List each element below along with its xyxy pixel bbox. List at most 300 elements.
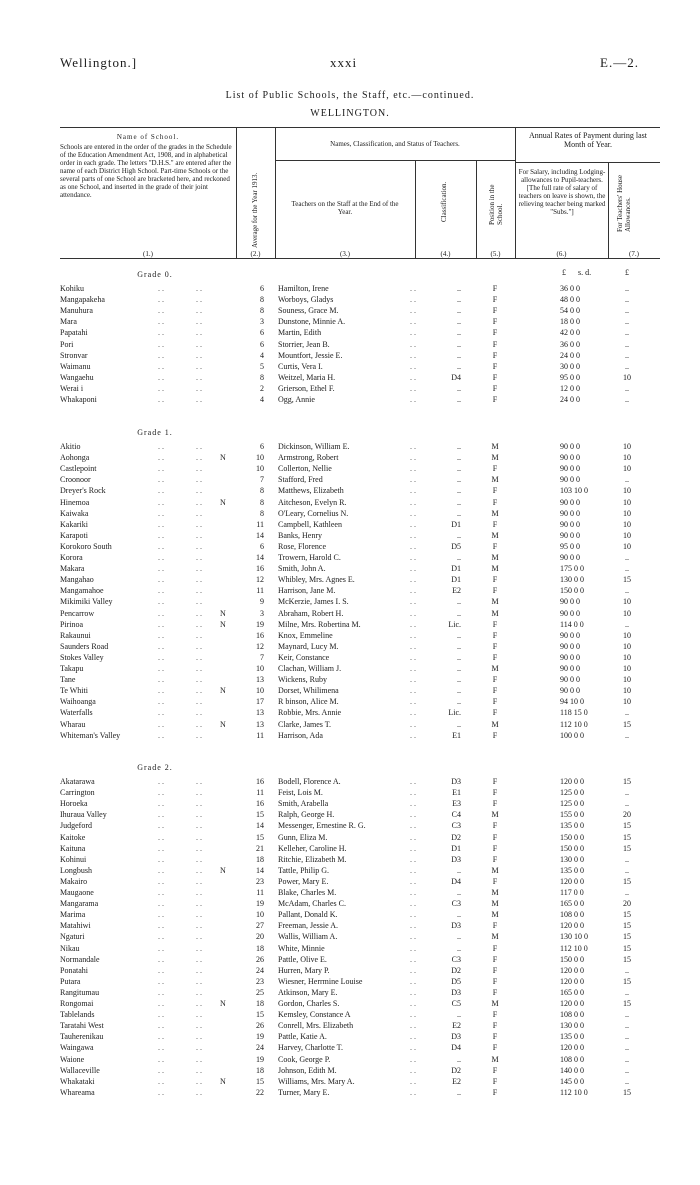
leader-dots: . .	[196, 788, 202, 798]
cell-pos: F	[492, 708, 498, 718]
leader-dots: . .	[196, 999, 202, 1008]
cell-school: Mara	[60, 317, 77, 327]
leader-dots: . .	[158, 876, 164, 886]
leader-dots: . .	[410, 564, 416, 574]
cell-avg: 4	[260, 395, 264, 404]
cell-avg: 12	[256, 641, 264, 651]
cell-pos: F	[492, 497, 498, 507]
cell-teacher: Hurren, Mary P.	[278, 965, 330, 975]
leader-dots: . .	[196, 1032, 202, 1042]
cell-pos: F	[492, 519, 498, 529]
cell-school: Kaitoke	[60, 832, 86, 842]
cell-cls: ..	[457, 1087, 461, 1097]
cell-allow: 10	[623, 641, 631, 651]
cell-allow: ..	[625, 1054, 629, 1064]
cell-allow: 10	[623, 664, 631, 673]
table-row	[0, 294, 700, 305]
cell-pos: M	[491, 719, 499, 729]
cell-dhs: N	[220, 497, 226, 507]
cell-allow: ..	[625, 865, 629, 875]
cell-allow: ..	[625, 284, 629, 293]
leader-dots: . .	[410, 630, 416, 640]
leader-dots: . .	[410, 854, 416, 864]
table-row	[0, 1020, 700, 1031]
cell-avg: 17	[256, 697, 264, 707]
cell-cls: ..	[457, 350, 461, 360]
cell-allow: 15	[623, 976, 631, 986]
leader-dots: . .	[158, 586, 164, 596]
cell-cls: ..	[457, 697, 461, 707]
shillings-pence-unit: s. d.	[578, 268, 592, 277]
leader-dots: . .	[196, 1054, 202, 1064]
cell-school: Tane	[60, 675, 76, 685]
cell-allow: 20	[623, 810, 631, 820]
cell-school: Whakataki	[60, 1076, 95, 1086]
cell-avg: 8	[260, 486, 264, 496]
cell-avg: 11	[256, 586, 264, 596]
leader-dots: . .	[158, 317, 164, 327]
cell-allow: 15	[623, 832, 631, 842]
cell-avg: 23	[256, 876, 264, 886]
cell-avg: 8	[260, 306, 264, 316]
cell-pos: F	[492, 921, 498, 931]
cell-school: Dreyer's Rock	[60, 486, 106, 496]
cell-pay: 130 0 0	[560, 575, 584, 585]
cell-allow: 10	[623, 464, 631, 474]
cell-cls: ..	[457, 361, 461, 371]
cell-pos: F	[492, 1021, 498, 1031]
table-row	[0, 685, 700, 696]
cell-school: Tablelands	[60, 1010, 95, 1020]
cell-pay: 30 0 0	[560, 361, 580, 371]
cell-pos: F	[492, 1076, 498, 1086]
cell-pay: 130 0 0	[560, 1021, 584, 1031]
leader-dots: . .	[410, 976, 416, 986]
leader-dots: . .	[196, 987, 202, 997]
table-row	[0, 608, 700, 619]
leader-dots: . .	[196, 943, 202, 953]
cell-dhs: N	[220, 999, 226, 1008]
leader-dots: . .	[196, 876, 202, 886]
leader-dots: . .	[196, 954, 202, 964]
table-row	[0, 1031, 700, 1042]
column-number-4: (4.)	[440, 250, 451, 258]
cell-avg: 26	[256, 954, 264, 964]
leader-dots: . .	[196, 708, 202, 718]
cell-avg: 13	[256, 719, 264, 729]
leader-dots: . .	[196, 475, 202, 485]
leader-dots: . .	[196, 453, 202, 463]
table-row	[0, 394, 700, 405]
table-row	[0, 316, 700, 327]
cell-allow: ..	[625, 708, 629, 718]
cell-allow: 10	[623, 519, 631, 529]
cell-avg: 10	[256, 910, 264, 920]
cell-teacher: Weitzel, Maria H.	[278, 372, 336, 382]
leader-dots: . .	[196, 608, 202, 618]
table-row	[0, 954, 700, 965]
table-row	[0, 361, 700, 372]
cell-teacher: Dickinson, William E.	[278, 442, 350, 451]
leader-dots: . .	[410, 541, 416, 551]
leader-dots: . .	[196, 442, 202, 451]
cell-teacher: Souness, Grace M.	[278, 306, 339, 316]
leader-dots: . .	[158, 865, 164, 875]
cell-pay: 165 0 0	[560, 899, 584, 909]
leader-dots: . .	[196, 519, 202, 529]
cell-avg: 19	[256, 1054, 264, 1064]
cell-teacher: Dunstone, Minnie A.	[278, 317, 346, 327]
cell-allow: ..	[625, 987, 629, 997]
cell-cls: E3	[452, 799, 461, 809]
cell-cls: ..	[457, 383, 461, 393]
cell-pos: F	[492, 843, 498, 853]
cell-pay: 90 0 0	[560, 442, 580, 451]
cell-allow: 15	[623, 932, 631, 942]
cell-school: Rakaunui	[60, 630, 91, 640]
cell-school: Pori	[60, 339, 74, 349]
leader-dots: . .	[158, 442, 164, 451]
cell-avg: 6	[260, 328, 264, 338]
cell-pos: M	[491, 475, 499, 485]
leader-dots: . .	[410, 508, 416, 518]
cell-pos: M	[491, 508, 499, 518]
cell-pay: 12 0 0	[560, 383, 580, 393]
cell-cls: ..	[457, 328, 461, 338]
table-row	[0, 920, 700, 931]
cell-cls: C3	[451, 954, 461, 964]
table-row	[0, 719, 700, 730]
leader-dots: . .	[410, 519, 416, 529]
school-column-note: Schools are entered in the order of the grades in the Schedule of the Education Amendment Act, 1908, and in alphabetical order in each grade. The letters "D.H.S." are entered after the name of each District High School. Part-time Schools or the several parts of one School are bracketed here, and reckoned as one School, and inserted in the grade of their joint attendance.	[60, 143, 232, 199]
cell-pay: 95 0 0	[560, 372, 580, 382]
cell-school: Papatahi	[60, 328, 88, 338]
cell-pos: F	[492, 395, 498, 404]
leader-dots: . .	[196, 508, 202, 518]
cell-school: Kaiwaka	[60, 508, 89, 518]
cell-pos: F	[492, 1065, 498, 1075]
leader-dots: . .	[158, 675, 164, 685]
cell-cls: ..	[457, 664, 461, 673]
leader-dots: . .	[158, 395, 164, 404]
column-number-7: (7.)	[629, 250, 639, 258]
leader-dots: . .	[158, 575, 164, 585]
table-row	[0, 965, 700, 976]
cell-cls: D1	[451, 575, 461, 585]
cell-avg: 20	[256, 932, 264, 942]
cell-pay: 94 10 0	[560, 697, 584, 707]
leader-dots: . .	[196, 361, 202, 371]
cell-pos: M	[491, 553, 499, 562]
cell-pos: F	[492, 541, 498, 551]
cell-pos: F	[492, 328, 498, 338]
cell-allow: 10	[623, 652, 631, 662]
cell-teacher: Curtis, Vera I.	[278, 361, 323, 371]
leader-dots: . .	[410, 843, 416, 853]
cell-teacher: R binson, Alice M.	[278, 697, 339, 707]
cell-allow: ..	[625, 888, 629, 897]
leader-dots: . .	[158, 697, 164, 707]
cell-school: Ihuraua Valley	[60, 810, 107, 820]
leader-dots: . .	[410, 350, 416, 360]
cell-avg: 14	[256, 865, 264, 875]
cell-cls: ..	[457, 339, 461, 349]
table-row	[0, 1054, 700, 1065]
running-header-left: Wellington.]	[60, 55, 138, 70]
cell-school: Saunders Road	[60, 641, 109, 651]
leader-dots: . .	[196, 910, 202, 920]
cell-pos: F	[492, 575, 498, 585]
leader-dots: . .	[410, 597, 416, 607]
leader-dots: . .	[158, 1065, 164, 1075]
pound-unit-allowance: £	[625, 268, 629, 277]
cell-pos: M	[491, 442, 499, 451]
cell-school: Carrington	[60, 788, 95, 798]
cell-allow: ..	[625, 564, 629, 574]
cell-teacher: Kemsley, Constance A	[278, 1010, 351, 1020]
leader-dots: . .	[158, 1076, 164, 1086]
cell-school: Stronvar	[60, 350, 88, 360]
cell-pos: M	[491, 664, 499, 673]
leader-dots: . .	[410, 284, 416, 293]
leader-dots: . .	[158, 464, 164, 474]
leader-dots: . .	[410, 865, 416, 875]
cell-cls: ..	[457, 295, 461, 305]
cell-pos: F	[492, 306, 498, 316]
cell-cls: D2	[451, 965, 461, 975]
cell-school: Wharau	[60, 719, 86, 729]
cell-cls: ..	[457, 630, 461, 640]
cell-teacher: Ralph, George H.	[278, 810, 335, 820]
cell-pos: F	[492, 777, 498, 786]
cell-pay: 108 0 0	[560, 910, 584, 920]
cell-school: Waterfalls	[60, 708, 93, 718]
leader-dots: . .	[158, 564, 164, 574]
cell-pos: F	[492, 832, 498, 842]
cell-school: Judgeford	[60, 821, 92, 831]
table-row	[0, 350, 700, 361]
cell-avg: 6	[260, 339, 264, 349]
leader-dots: . .	[410, 608, 416, 618]
cell-school: Kakariki	[60, 519, 88, 529]
cell-cls: D1	[451, 564, 461, 574]
table-row	[0, 832, 700, 843]
leader-dots: . .	[158, 777, 164, 786]
cell-dhs: N	[220, 453, 226, 463]
cell-teacher: Gordon, Charles S.	[278, 999, 340, 1008]
cell-cls: ..	[457, 317, 461, 327]
cell-school: Whakaponi	[60, 395, 97, 404]
leader-dots: . .	[410, 1021, 416, 1031]
cell-avg: 14	[256, 821, 264, 831]
cell-school: Akitio	[60, 442, 81, 451]
cell-teacher: Stafford, Fred	[278, 475, 323, 485]
pound-unit: £	[562, 268, 566, 277]
cell-pos: F	[492, 965, 498, 975]
cell-pay: 90 0 0	[560, 608, 580, 618]
leader-dots: . .	[196, 843, 202, 853]
cell-school: Waihoanga	[60, 697, 96, 707]
cell-teacher: Collerton, Nellie	[278, 464, 332, 474]
leader-dots: . .	[196, 888, 202, 897]
cell-dhs: N	[220, 1076, 226, 1086]
leader-dots: . .	[158, 553, 164, 562]
cell-cls: D5	[451, 541, 461, 551]
cell-school: Maugaone	[60, 888, 94, 897]
cell-pos: F	[492, 821, 498, 831]
cell-pay: 108 0 0	[560, 1054, 584, 1064]
cell-cls: D4	[451, 876, 461, 886]
cell-teacher: O'Leary, Cornelius N.	[278, 508, 349, 518]
cell-dhs: N	[220, 719, 226, 729]
table-row	[0, 283, 700, 294]
cell-school: Kohinui	[60, 854, 87, 864]
cell-cls: ..	[457, 608, 461, 618]
leader-dots: . .	[196, 464, 202, 474]
leader-dots: . .	[410, 799, 416, 809]
table-row	[0, 987, 700, 998]
cell-avg: 5	[260, 361, 264, 371]
cell-allow: 15	[623, 921, 631, 931]
cell-school: Kohiku	[60, 284, 84, 293]
cell-allow: 10	[623, 508, 631, 518]
cell-pos: F	[492, 686, 498, 696]
leader-dots: . .	[196, 383, 202, 393]
cell-pos: M	[491, 999, 499, 1008]
cell-allow: ..	[625, 395, 629, 404]
cell-allow: 20	[623, 899, 631, 909]
cell-pos: F	[492, 954, 498, 964]
cell-pay: 165 0 0	[560, 987, 584, 997]
cell-pay: 135 0 0	[560, 865, 584, 875]
leader-dots: . .	[410, 328, 416, 338]
cell-teacher: Pattle, Katie A.	[278, 1032, 327, 1042]
cell-school: Wangaehu	[60, 372, 94, 382]
leader-dots: . .	[410, 317, 416, 327]
table-row	[0, 696, 700, 707]
column-number-2: (2.)	[250, 250, 261, 258]
leader-dots: . .	[410, 619, 416, 629]
table-row	[0, 1065, 700, 1076]
leader-dots: . .	[410, 475, 416, 485]
cell-allow: 10	[623, 372, 631, 382]
cell-cls: E2	[452, 586, 461, 596]
cell-avg: 3	[260, 608, 264, 618]
cell-teacher: Rose, Florence	[278, 541, 326, 551]
cell-cls: D3	[451, 921, 461, 931]
leader-dots: . .	[410, 675, 416, 685]
table-row	[0, 485, 700, 496]
cell-school: Mangapakeha	[60, 295, 105, 305]
cell-pos: F	[492, 383, 498, 393]
cell-pay: 118 15 0	[560, 708, 588, 718]
leader-dots: . .	[196, 295, 202, 305]
cell-avg: 18	[256, 854, 264, 864]
cell-avg: 4	[260, 350, 264, 360]
cell-cls: D3	[451, 854, 461, 864]
cell-avg: 19	[256, 899, 264, 909]
cell-avg: 11	[256, 888, 264, 897]
cell-cls: D3	[451, 777, 461, 786]
cell-avg: 15	[256, 832, 264, 842]
leader-dots: . .	[158, 664, 164, 673]
leader-dots: . .	[410, 295, 416, 305]
cell-cls: ..	[457, 641, 461, 651]
teachers-heading: Teachers on the Staff at the End of the Year.	[291, 200, 399, 216]
leader-dots: . .	[158, 730, 164, 740]
cell-pay: 36 0 0	[560, 339, 580, 349]
leader-dots: . .	[410, 1043, 416, 1053]
cell-avg: 18	[256, 1065, 264, 1075]
cell-avg: 6	[260, 442, 264, 451]
leader-dots: . .	[158, 843, 164, 853]
leader-dots: . .	[410, 899, 416, 909]
leader-dots: . .	[196, 564, 202, 574]
cell-allow: 15	[623, 1087, 631, 1097]
leader-dots: . .	[196, 932, 202, 942]
leader-dots: . .	[196, 697, 202, 707]
cell-allow: 15	[623, 575, 631, 585]
cell-pay: 90 0 0	[560, 497, 580, 507]
cell-allow: ..	[625, 361, 629, 371]
cell-pay: 125 0 0	[560, 788, 584, 798]
cell-teacher: Whibley, Mrs. Agnes E.	[278, 575, 355, 585]
cell-avg: 15	[256, 810, 264, 820]
cell-cls: C3	[451, 899, 461, 909]
cell-teacher: Harvey, Charlotte T.	[278, 1043, 343, 1053]
cell-teacher: Keir, Constance	[278, 652, 330, 662]
cell-teacher: McKerzie, James I. S.	[278, 597, 349, 607]
cell-school: Marima	[60, 910, 86, 920]
leader-dots: . .	[158, 619, 164, 629]
cell-avg: 23	[256, 976, 264, 986]
cell-school: Waione	[60, 1054, 85, 1064]
cell-pay: 90 0 0	[560, 641, 580, 651]
leader-dots: . .	[158, 965, 164, 975]
leader-dots: . .	[410, 530, 416, 540]
leader-dots: . .	[410, 486, 416, 496]
cell-teacher: Matthews, Elizabeth	[278, 486, 344, 496]
leader-dots: . .	[158, 508, 164, 518]
cell-teacher: Blake, Charles M.	[278, 888, 337, 897]
cell-teacher: Ritchie, Elizabeth M.	[278, 854, 347, 864]
cell-allow: ..	[625, 1021, 629, 1031]
cell-teacher: Pallant, Donald K.	[278, 910, 338, 920]
cell-pos: M	[491, 910, 499, 920]
leader-dots: . .	[410, 497, 416, 507]
table-row	[0, 809, 700, 820]
leader-dots: . .	[158, 475, 164, 485]
table-row	[0, 798, 700, 809]
table-row	[0, 596, 700, 607]
cell-cls: ..	[457, 553, 461, 562]
cell-avg: 18	[256, 943, 264, 953]
leader-dots: . .	[196, 686, 202, 696]
cell-cls: D5	[451, 976, 461, 986]
table-row	[0, 305, 700, 316]
cell-avg: 15	[256, 1076, 264, 1086]
cell-pos: F	[492, 350, 498, 360]
cell-pos: F	[492, 361, 498, 371]
cell-school: Whiteman's Valley	[60, 730, 121, 740]
cell-cls: E2	[452, 1076, 461, 1086]
cell-teacher: Mountfort, Jessie E.	[278, 350, 343, 360]
cell-avg: 12	[256, 575, 264, 585]
leader-dots: . .	[410, 697, 416, 707]
leader-dots: . .	[196, 619, 202, 629]
table-row	[0, 563, 700, 574]
cell-avg: 16	[256, 799, 264, 809]
